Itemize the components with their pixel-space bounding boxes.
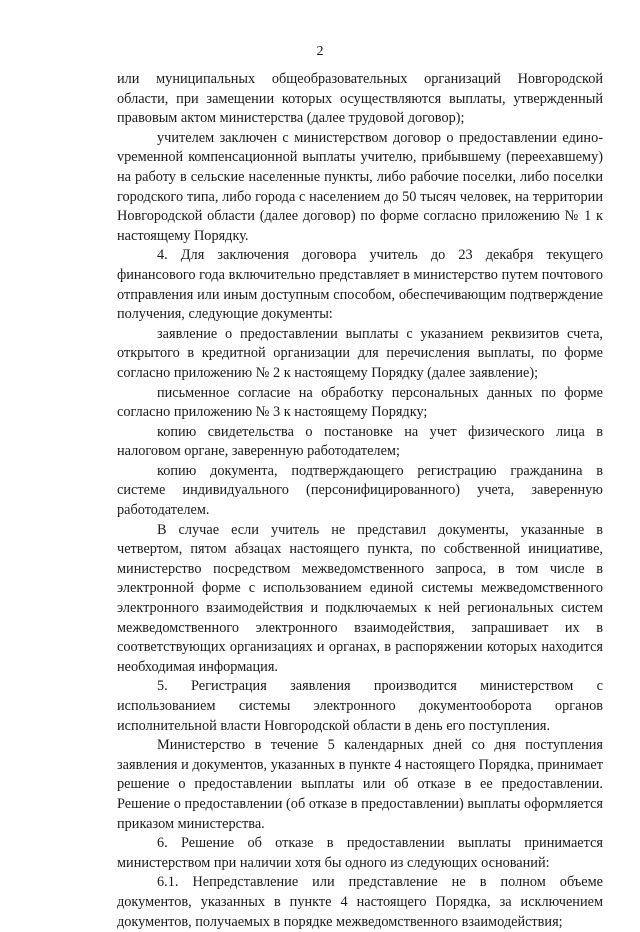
document-body: [117, 70, 603, 932]
paragraph: 6. Решение об отказе в предоставлении выплаты принимается министерством при наличии хотя бы одного из следующих оснований:: [117, 835, 603, 871]
paragraph: В случае если учитель не представил документы, указанные в четвертом, пятом абзацах настоящего пункта, по собственной инициативе, министерство посредством межведомственного запроса, в том числе в электронной форме с использованием единой системы межведомственного электронного взаимодействия и подключаемых к ней региональных систем межведомственного электронного взаимодействия, запрашивает их в соответствующих организациях и органах, в распоряжении которых находится необходимая информация.: [117, 521, 603, 675]
paragraph: письменное согласие на обработку персональных данных по форме согласно приложению № 3 к настоящему Порядку;: [117, 384, 603, 421]
paragraph: 5. Регистрация заявления производится министерством с использованием системы электронного документооборота органов исполнительной власти Новгородской области в день его поступления.: [117, 678, 603, 734]
paragraph: копию свидетельства о постановке на учет физического лица в налоговом органе, заверенную работодателем;: [117, 423, 603, 460]
paragraph: Министерство в течение 5 календарных дней со дня поступления заявления и документов, указанных в пункте 4 настоящего Порядка, принимает решение о предоставлении выплаты или об отказе в ее предоставлении. Решение о предоставлении (об отказе в предоставлении) выплаты оформляется приказом министерства.: [117, 737, 603, 832]
page-number: 2: [316, 44, 324, 59]
paragraph: 4. Для заключения договора учитель до 23 декабря текущего финансового года включительно представляет в министерство путем почтового отправления или иным доступным способом, обеспечивающим подтверждение получения, следующие документы:: [117, 247, 603, 323]
paragraph: копию документа, подтверждающего регистрацию гражданина в системе индивидуального (персонифицированного) учета, заверенную работодателем.: [117, 462, 603, 519]
paragraph: заявление о предоставлении выплаты с указанием реквизитов счета, открытого в кредитной организации для перечисления выплаты, по форме согласно приложению № 2 к настоящему Порядку (далее заявление);: [117, 325, 603, 381]
paragraph: учителем заключен с министерством договор о предоставлении единоvременной компенсационной выплаты учителю, прибывшему (переехавшему) на работу в сельские населенные пункты, либо рабочие поселки, либо поселки городского типа, либо города с населением до 50 тысяч человек, на территории Новгородской области (далее договор) по форме согласно приложению № 1 к настоящему Порядку.: [117, 129, 603, 244]
paragraph: или муниципальных общеобразовательных организаций Новгородской области, при замещении которых осуществляются выплаты, утвержденный правовым актом министерства (далее трудовой договор);: [117, 71, 603, 127]
paragraph: 6.1. Непредставление или представление не в полном объеме документов, указанных в пункте 4 настоящего Порядка, за исключением документов, получаемых в порядке межведомственного взаимодействия;: [117, 874, 603, 930]
